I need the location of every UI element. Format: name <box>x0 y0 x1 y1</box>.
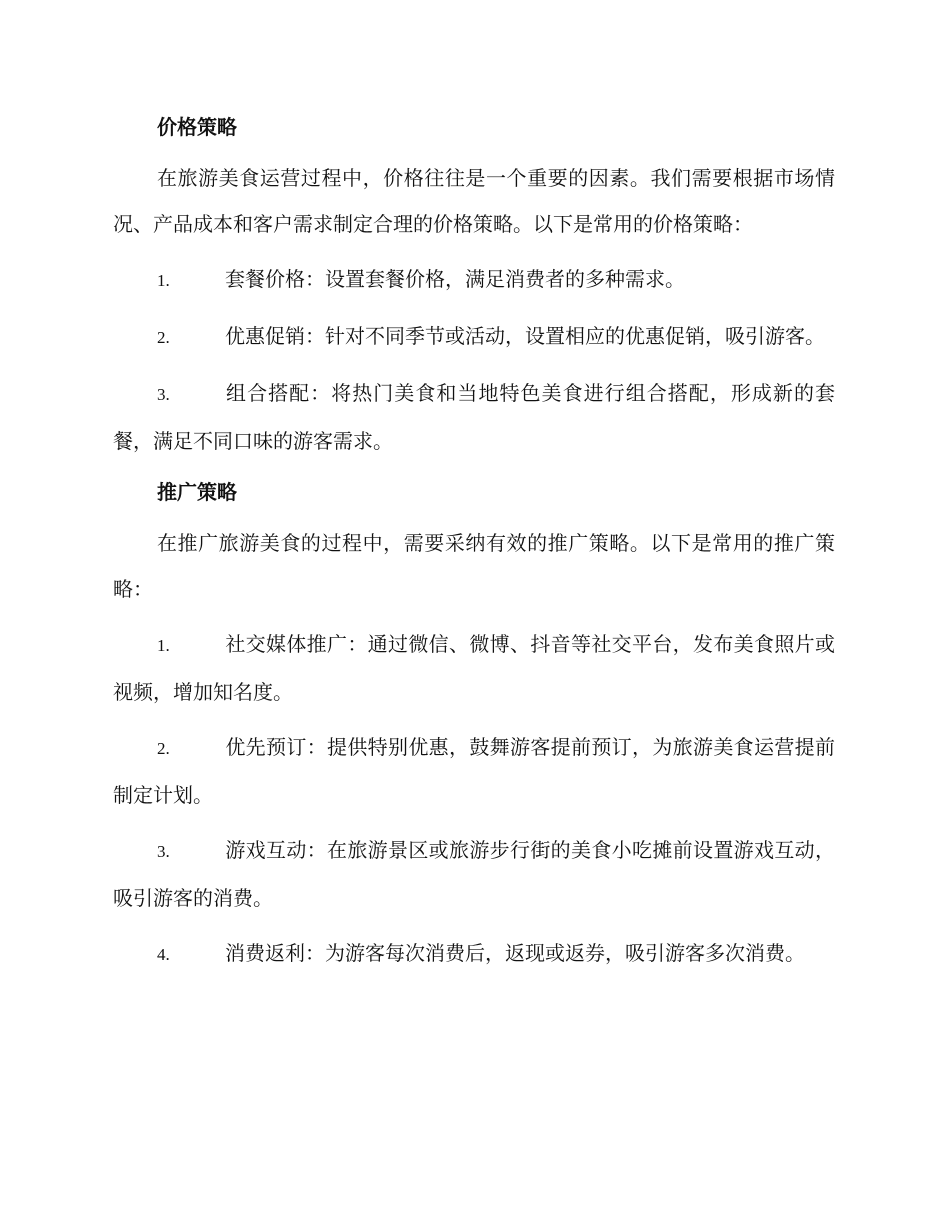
list-item-text: 组合搭配：将热门美食和当地特色美食进行组合搭配，形成新的套餐，满足不同口味的游客需求。 <box>113 381 835 453</box>
list-item-text: 套餐价格：设置套餐价格，满足消费者的多种需求。 <box>225 267 685 291</box>
section-intro: 在旅游美食运营过程中，价格往往是一个重要的因素。我们需要根据市场情况、产品成本和客户需求制定合理的价格策略。以下是常用的价格策略： <box>113 166 835 236</box>
list-item-text: 消费返利：为游客每次消费后，返现或返券，吸引游客多次消费。 <box>225 941 805 965</box>
list-item-text: 社交媒体推广：通过微信、微博、抖音等社交平台，发布美食照片或视频，增加知名度。 <box>113 632 835 704</box>
list-item <box>113 827 835 921</box>
list-item-number: 1. <box>157 636 170 655</box>
section-pricing <box>113 108 835 464</box>
list-item-number: 1. <box>157 271 170 290</box>
section-promotion <box>113 473 835 978</box>
section-heading: 推广策略 <box>157 480 237 504</box>
list-item <box>113 724 835 818</box>
list-item-number: 2. <box>157 739 170 758</box>
section-intro: 在推广旅游美食的过程中，需要采纳有效的推广策略。以下是常用的推广策略： <box>113 531 835 601</box>
list-item-number: 2. <box>157 328 170 347</box>
list-item-text: 优先预订：提供特别优惠，鼓舞游客提前预订，为旅游美食运营提前制定计划。 <box>113 735 835 807</box>
section-heading: 价格策略 <box>157 115 237 139</box>
list-item <box>113 313 835 361</box>
list-item <box>113 621 835 715</box>
list-item-number: 4. <box>157 945 170 964</box>
list-item <box>113 930 835 978</box>
list-item-text: 优惠促销：针对不同季节或活动，设置相应的优惠促销，吸引游客。 <box>225 324 825 348</box>
list-item <box>113 370 835 464</box>
list-item-number: 3. <box>157 385 170 404</box>
list-item <box>113 256 835 304</box>
list-item-text: 游戏互动：在旅游景区或旅游步行街的美食小吃摊前设置游戏互动，吸引游客的消费。 <box>113 838 835 910</box>
list-item-number: 3. <box>157 842 170 861</box>
